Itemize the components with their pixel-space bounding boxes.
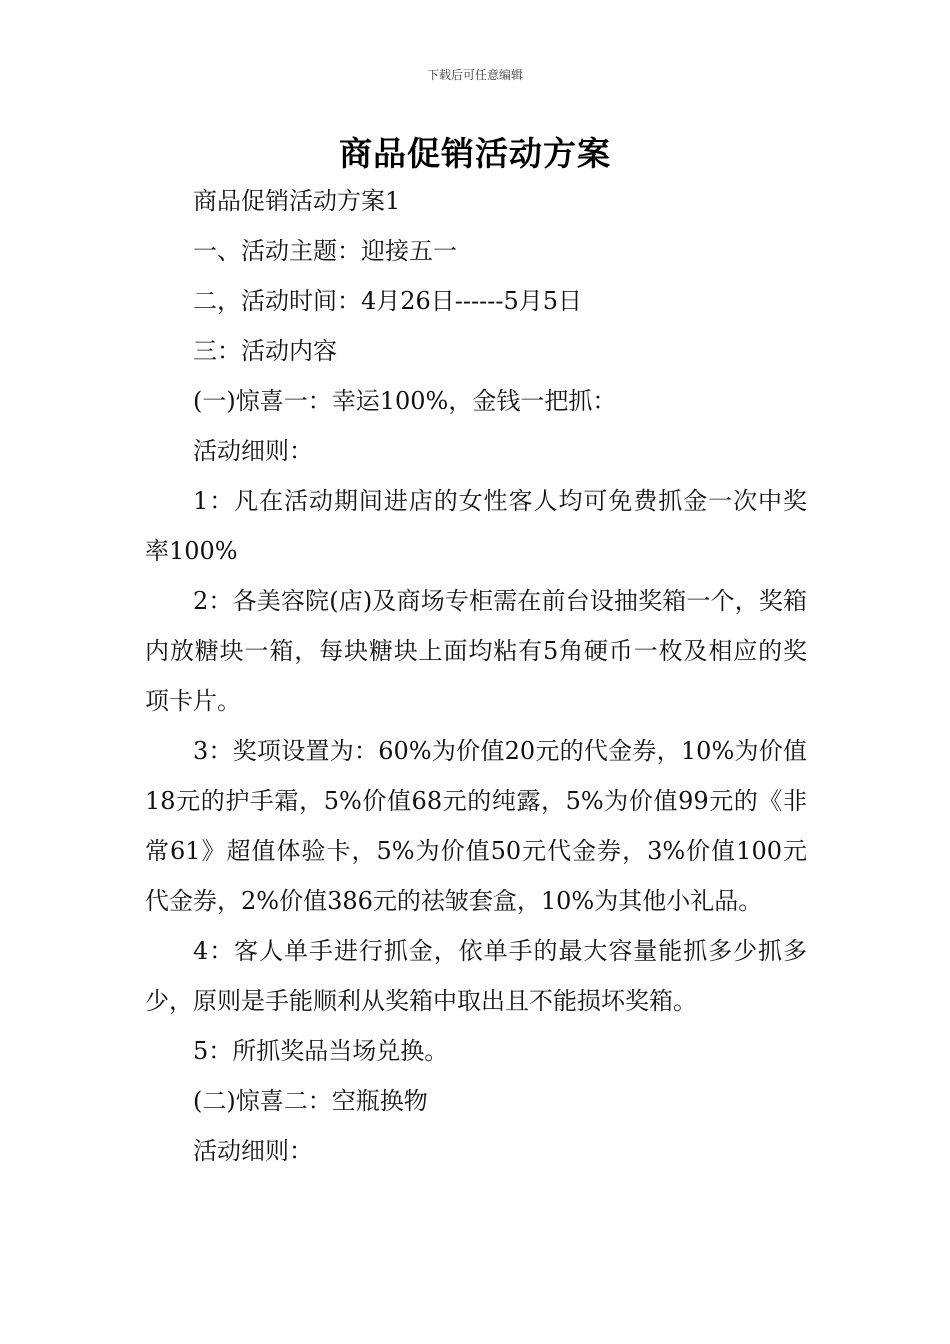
paragraph-theme: 一、活动主题：迎接五一 bbox=[193, 237, 457, 265]
paragraph-content-heading: 三：活动内容 bbox=[193, 337, 337, 365]
paragraph-rule-5: 5：所抓奖品当场兑换。 bbox=[193, 1037, 449, 1065]
paragraph-rule-4: 4：客人单手进行抓金，依单手的最大容量能抓多少抓多少，原则是手能顺利从奖箱中取出且不能损坏奖箱。 bbox=[145, 937, 807, 1015]
paragraph-surprise-two: (二)惊喜二：空瓶换物 bbox=[193, 1087, 428, 1115]
paragraph-rule-2: 2：各美容院(店)及商场专柜需在前台设抽奖箱一个，奖箱内放糖块一箱，每块糖块上面均粘有5角硬币一枚及相应的奖项卡片。 bbox=[145, 587, 807, 715]
document-body bbox=[145, 176, 807, 1176]
document-title: 商品促销活动方案 bbox=[339, 134, 611, 173]
header-note: 下载后可任意编辑 bbox=[426, 68, 523, 82]
paragraph-rules-heading-2: 活动细则： bbox=[193, 1137, 313, 1165]
paragraph-plan-heading: 商品促销活动方案1 bbox=[193, 187, 401, 215]
paragraph-rule-1: 1：凡在活动期间进店的女性客人均可免费抓金一次中奖率100% bbox=[145, 487, 807, 565]
paragraph-rule-3: 3：奖项设置为：60%为价值20元的代金券，10%为价值18元的护手霜，5%价值68元的纯露，5%为价值99元的《非常61》超值体验卡，5%为价值50元代金券，3%价值100元代金券，2%价值386元的祛皱套盒，10%为其他小礼品。 bbox=[145, 737, 807, 915]
paragraph-surprise-one: (一)惊喜一：幸运100%，金钱一把抓： bbox=[193, 387, 617, 415]
paragraph-rules-heading: 活动细则： bbox=[193, 437, 313, 465]
paragraph-time: 二，活动时间：4月26日------5月5日 bbox=[193, 287, 583, 315]
